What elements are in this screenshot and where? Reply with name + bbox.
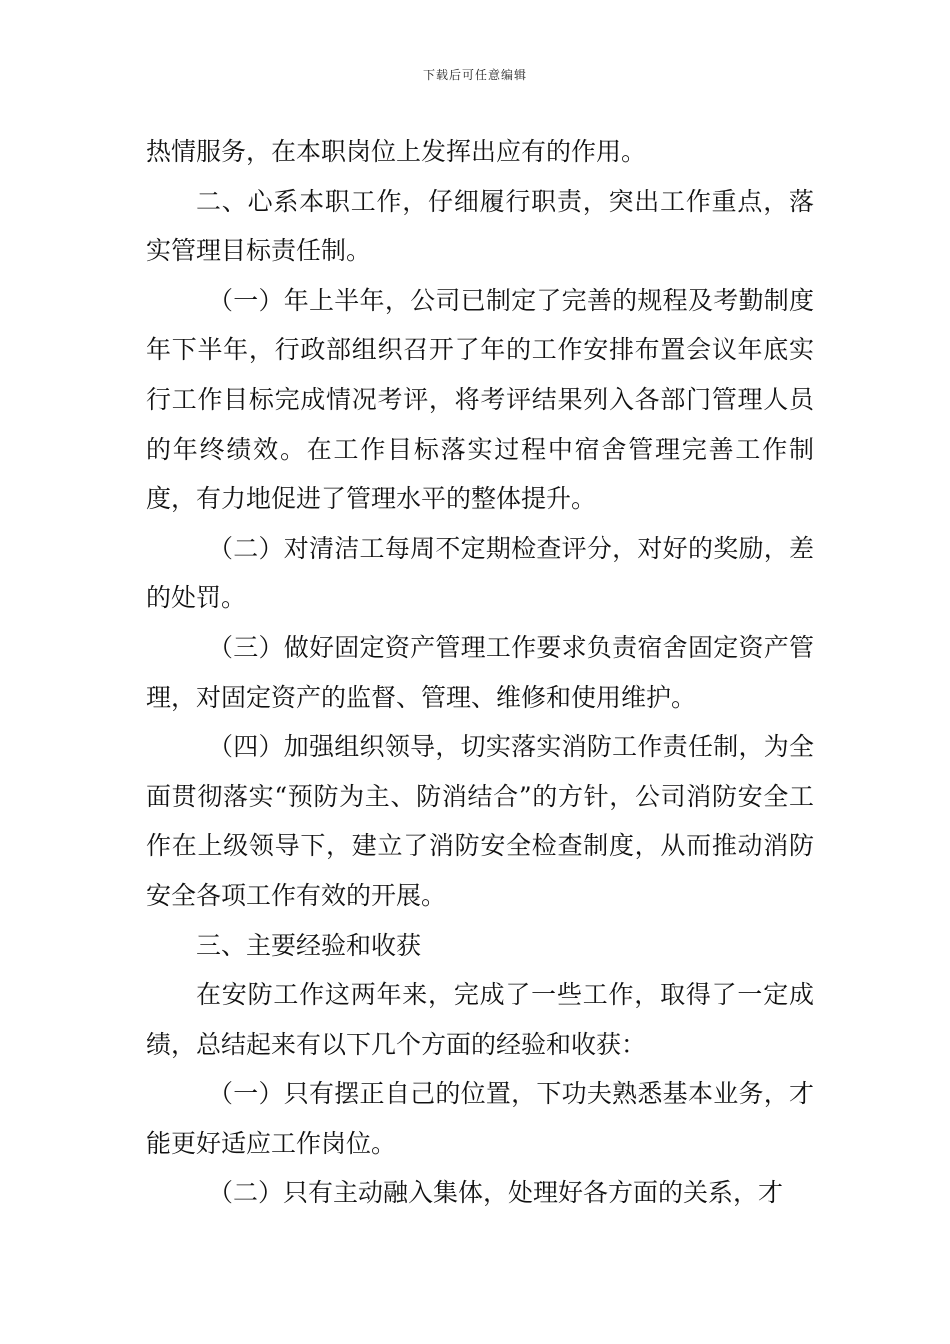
paragraph-continuation: 热情服务，在本职岗位上发挥出应有的作用。 <box>146 137 647 166</box>
page-header: 下载后可任意编辑 <box>422 68 527 82</box>
paragraph-item-four: （四）加强组织领导，切实落实消防工作责任制，为全面贯彻落实“预防为主、防消结合”的方针，公司消防安全工作在上级领导下，建立了消防安全检查制度，从而推动消防安全各项工作有效的开展。 <box>146 732 814 910</box>
paragraph-experience-intro: 在安防工作这两年来，完成了一些工作，取得了一定成绩，总结起来有以下几个方面的经验和收获： <box>146 980 814 1059</box>
paragraph-item-three: （三）做好固定资产管理工作要求负责宿舍固定资产管理，对固定资产的监督、管理、维修和使用维护。 <box>146 632 814 712</box>
section-three-heading: 三、主要经验和收获 <box>196 930 422 960</box>
paragraph-experience-one: （一）只有摆正自己的位置，下功夫熟悉基本业务，才能更好适应工作岗位。 <box>146 1079 814 1158</box>
paragraph-item-two: （二）对清洁工每周不定期检查评分，对好的奖励，差的处罚。 <box>146 533 814 613</box>
paragraph-item-one: （一）年上半年，公司已制定了完善的规程及考勤制度年下半年，行政部组织召开了年的工作安排布置会议年底实行工作目标完成情况考评，将考评结果列入各部门管理人员的年终绩效。在工作目标落实过程中宿舍管理完善工作制度，有力地促进了管理水平的整体提升。 <box>146 285 814 514</box>
document-body <box>146 127 814 1218</box>
paragraph-experience-two: （二）只有主动融入集体，处理好各方面的关系，才 <box>208 1178 784 1208</box>
paragraph-section-two: 二、心系本职工作，仔细履行职责，突出工作重点，落实管理目标责任制。 <box>146 186 814 266</box>
